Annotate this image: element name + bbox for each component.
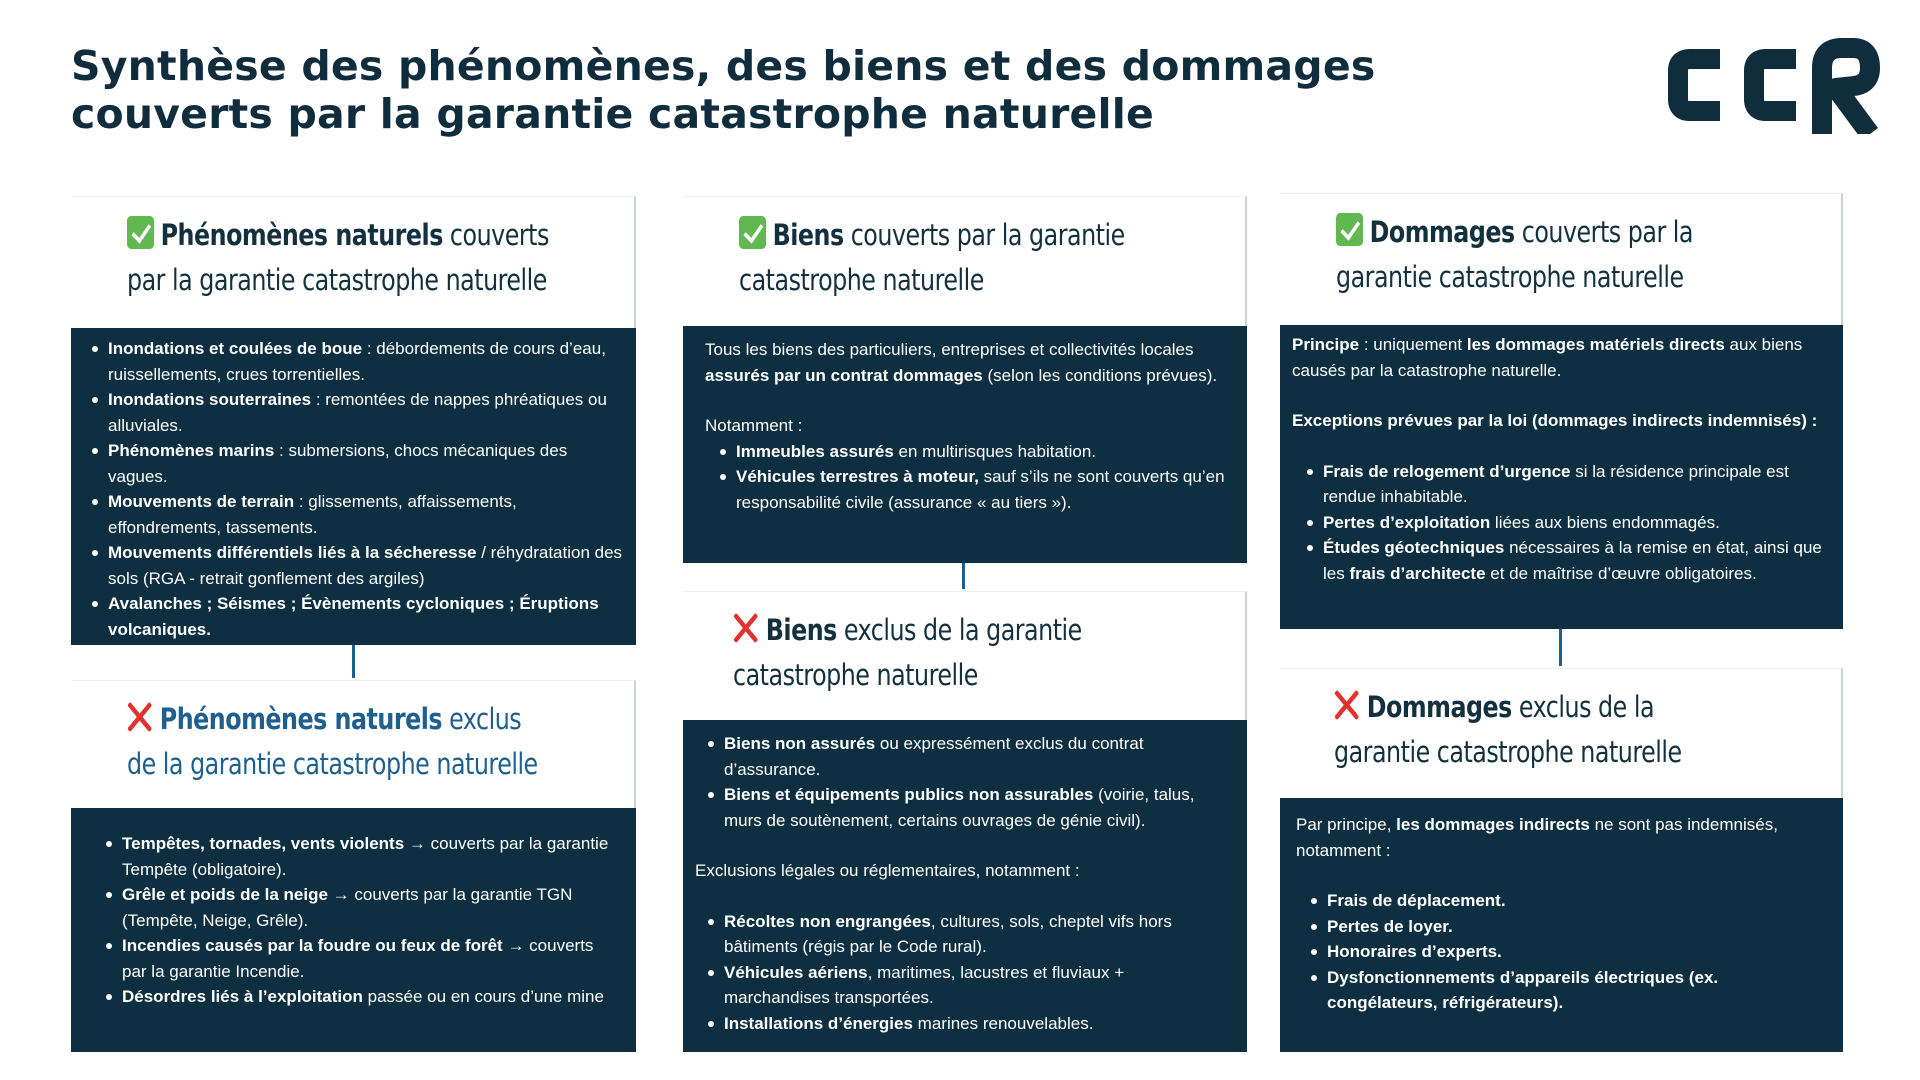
- list-item: Mouvements différentiels liés à la sécheresse / réhydratation des sols (RGA - retrait gonflement des argiles): [89, 540, 630, 591]
- list-item: Véhicules terrestres à moteur, sauf s’ils ne sont couverts qu’en responsabilité civile (assurance « au tiers »).: [717, 464, 1231, 515]
- goods-excluded-legal: Exclusions légales ou réglementaires, notamment :: [695, 861, 1080, 880]
- list-item: Frais de déplacement.: [1308, 888, 1823, 914]
- page-title: [71, 42, 1391, 138]
- list-item: Inondations souterraines : remontées de nappes phréatiques ou alluviales.: [89, 387, 630, 438]
- list-item: Désordres liés à l’exploitation passée ou en cours d’une mine: [103, 984, 618, 1010]
- cross-icon: [1334, 689, 1359, 720]
- list-item: Études géotechniques nécessaires à la remise en état, ainsi que les frais d’architecte et de maîtrise d’œuvre obligatoires.: [1304, 535, 1829, 586]
- list-item: Biens non assurés ou expressément exclus du contrat d’assurance.: [705, 731, 1231, 782]
- cross-icon: [733, 612, 758, 643]
- connector-line: [962, 563, 965, 589]
- damages-excluded-header: [1280, 668, 1843, 798]
- list-item: Mouvements de terrain : glissements, affaissements, effondrements, tassements.: [89, 489, 630, 540]
- goods-covered-notamment: Notamment :: [705, 416, 803, 435]
- list-item: Récoltes non engrangées, cultures, sols, cheptel vifs hors bâtiments (régis par le Code rural).: [705, 909, 1231, 960]
- list-item: Inondations et coulées de boue : débordements de cours d’eau, ruissellements, crues torrentielles.: [89, 336, 630, 387]
- damages-covered-exceptions: Exceptions prévues par la loi (dommages indirects indemnisés) :: [1292, 411, 1818, 430]
- goods-covered-heading: Biens couverts par la garantie catastrophe naturelle: [739, 218, 1125, 297]
- list-item: Véhicules aériens, maritimes, lacustres et fluviaux + marchandises transportées.: [705, 960, 1231, 1011]
- connector-line: [352, 645, 355, 678]
- phenomena-covered-heading: Phénomènes naturels couverts par la garantie catastrophe naturelle: [127, 218, 549, 297]
- goods-excluded-header: [683, 591, 1247, 720]
- goods-excluded-body: [683, 720, 1247, 1052]
- damages-excluded-heading: Dommages exclus de la garantie catastrophe naturelle: [1334, 690, 1682, 769]
- goods-covered-body: [683, 326, 1247, 563]
- check-icon: [739, 216, 766, 249]
- damages-covered-header: [1280, 193, 1843, 325]
- list-item: Pertes d’exploitation liées aux biens endommagés.: [1304, 510, 1829, 536]
- list-item: Biens et équipements publics non assurables (voirie, talus, murs de soutènement, certains ouvrages de génie civil).: [705, 782, 1231, 833]
- damages-covered-heading: Dommages couverts par la garantie catastrophe naturelle: [1336, 215, 1693, 294]
- phenomena-covered-header: [71, 196, 636, 328]
- cross-icon: [127, 701, 152, 732]
- page-title-line-2: couverts par la garantie catastrophe naturelle: [71, 90, 1155, 138]
- ccr-logo: [1658, 36, 1880, 134]
- phenomena-excluded-heading: Phénomènes naturels exclus de la garantie catastrophe naturelle: [127, 702, 538, 781]
- page-title-line-1: Synthèse des phénomènes, des biens et des dommages: [71, 42, 1376, 90]
- list-item: Installations d’énergies marines renouvelables.: [705, 1011, 1231, 1037]
- list-item: Grêle et poids de la neige → couverts par la garantie TGN (Tempête, Neige, Grêle).: [103, 882, 618, 933]
- list-item: Pertes de loyer.: [1308, 914, 1823, 940]
- phenomena-excluded-body: [71, 808, 636, 1052]
- damages-excluded-body: [1280, 798, 1843, 1052]
- list-item: Avalanches ; Séismes ; Évènements cycloniques ; Éruptions volcaniques.: [89, 591, 630, 642]
- list-item: Tempêtes, tornades, vents violents → couverts par la garantie Tempête (obligatoire).: [103, 831, 618, 882]
- phenomena-covered-body: [71, 328, 636, 645]
- list-item: Frais de relogement d’urgence si la résidence principale est rendue inhabitable.: [1304, 459, 1829, 510]
- damages-covered-principe: Principe : uniquement les dommages matériels directs aux biens causés par la catastrophe naturelle.: [1292, 335, 1803, 380]
- list-item: Incendies causés par la foudre ou feux de forêt → couverts par la garantie Incendie.: [103, 933, 618, 984]
- damages-excluded-intro: Par principe, les dommages indirects ne sont pas indemnisés, notamment :: [1296, 815, 1778, 860]
- list-item: Honoraires d’experts.: [1308, 939, 1823, 965]
- list-item: Immeubles assurés en multirisques habitation.: [717, 439, 1231, 465]
- goods-excluded-heading: Biens exclus de la garantie catastrophe naturelle: [733, 613, 1082, 692]
- phenomena-excluded-header: [71, 680, 636, 808]
- goods-covered-header: [683, 196, 1247, 326]
- check-icon: [1336, 213, 1363, 246]
- damages-covered-body: [1280, 325, 1843, 629]
- goods-covered-intro: Tous les biens des particuliers, entreprises et collectivités locales assurés par un contrat dommages (selon les conditions prévues).: [705, 340, 1218, 385]
- check-icon: [127, 216, 154, 249]
- list-item: Phénomènes marins : submersions, chocs mécaniques des vagues.: [89, 438, 630, 489]
- connector-line: [1559, 629, 1562, 666]
- list-item: Dysfonctionnements d’appareils électriques (ex. congélateurs, réfrigérateurs).: [1308, 965, 1823, 1016]
